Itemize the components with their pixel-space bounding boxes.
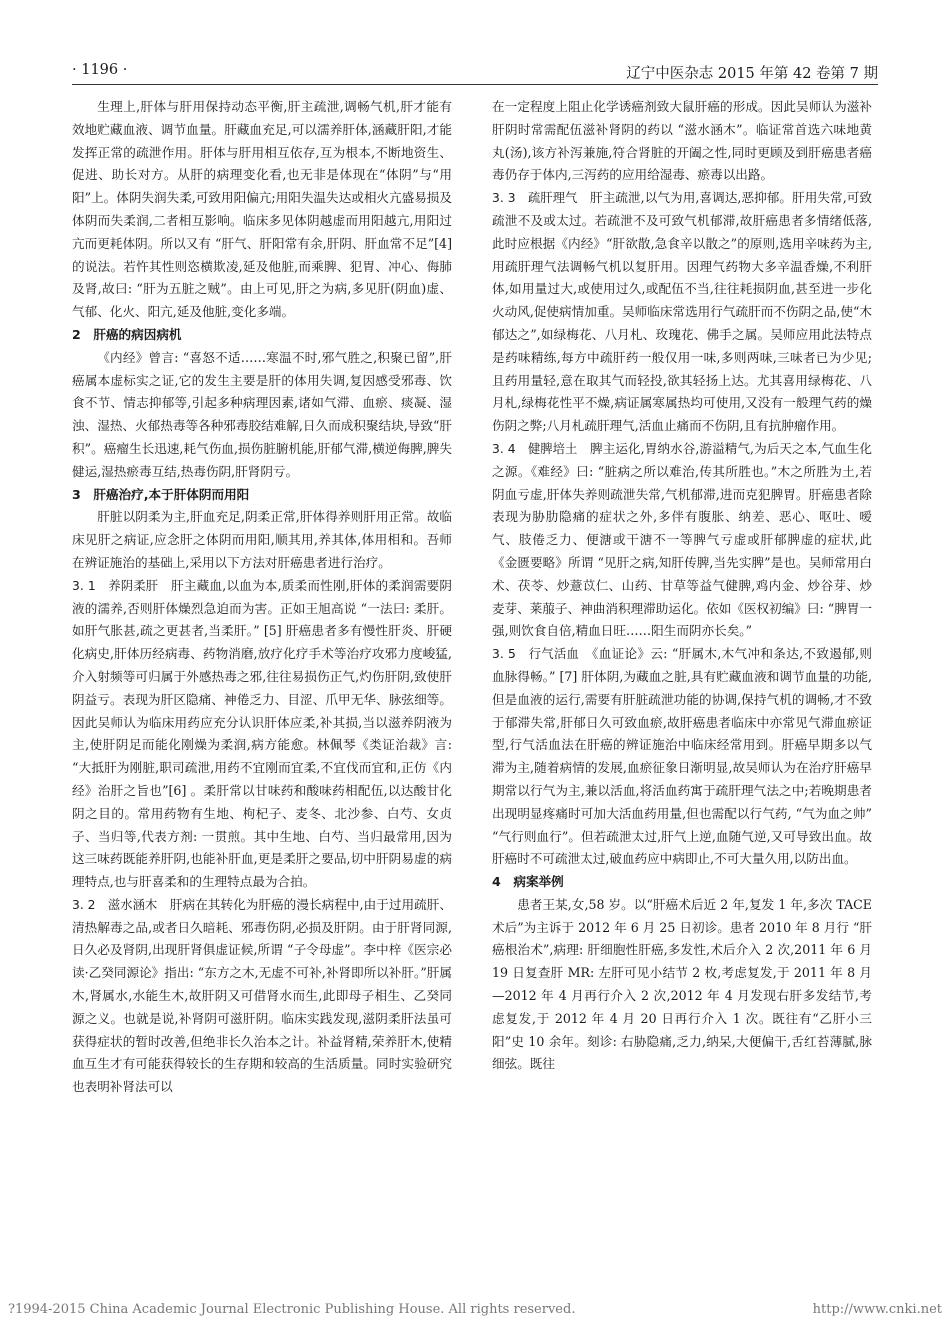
subsection-title: 3. 2 滋水涵木 xyxy=(72,897,158,912)
left-column xyxy=(72,96,452,1276)
subsection-body: 肝病在其转化为肝癌的漫长病程中,由于过用疏肝、清热解毒之品,或者日久暗耗、邪毒伤阴,必损及肝阴。由于肝肾同源,日久必及肾阴,出现肝肾俱虚证候,所谓 “子令母虚”。李中梓《医宗必读·乙癸同源论》指出: “东方之木,无虚不可补,补肾即所以补肝。”肝属木,肾属水,水能生木,故肝阴又可借肾水而生,此即母子相生、乙癸同源之义。也就是说,补肾阴可滋肝阴。临床实践发现,滋阴柔肝法虽可获得症状的暂时改善,但绝非长久治本之计。补益肾精,荣养肝木,使精血互生才有可能获得较长的生存期和较高的生活质量。同时实验研究也表明补肾法可以 xyxy=(72,896,452,1095)
subsection-3-4 xyxy=(492,438,872,643)
subsection-title: 3. 3 疏肝理气 xyxy=(492,191,578,206)
paragraph: 在一定程度上阻止化学诱癌剂致大鼠肝癌的形成。因此吴师认为滋补肝阴时常需配伍滋补肾阴的药以 “滋水涵木”。临证常首选六味地黄丸(汤),该方补泻兼施,符合肾脏的开阖之性,同时更顾及到肝癌患者癌毒仍存于体内,三泻药的应用给湿毒、瘀毒以出路。 xyxy=(492,99,872,183)
paragraph: 肝脏以阴柔为主,肝血充足,阴柔正常,肝体得养则肝用正常。故临床见肝之病证,应念肝之体阴而用阳,顺其用,养其体,体用相和。吾师在辨证施治的基础上,采用以下方法对肝癌患者进行治疗。 xyxy=(72,509,452,570)
copyright-notice: ?1994-2015 China Academic Journal Electronic Publishing House. All rights reserved. xyxy=(8,1302,576,1317)
paragraph: 生理上,肝体与肝用保持动态平衡,肝主疏泄,调畅气机,肝才能有效地贮藏血液、调节血量。肝藏血充足,可以濡养肝体,涵藏肝阳,才能发挥正常的疏泄作用。肝体与肝用相互依存,互为根本,不断地资生、促进、助长对方。从肝的病理变化看,也无非是体现在“体阴”与“用阳”上。体阴失润失柔,可致用阳偏亢;用阳失温失达或相火亢盛易损及体阴而失柔润,二者相互影响。临床多见体阴越虚而用阳越亢,用阳过亢而更耗体阴。所以又有 “肝气、肝阳常有余,肝阴、肝血常不足”[4] 的说法。若忤其性则恣横欺凌,延及他脏,而乘脾、犯胃、冲心、侮肺及肾,故曰: “肝为五脏之贼”。由上可见,肝之为病,多见肝(阴血)虚、气郁、化火、阳亢,延及他脏,变化多端。 xyxy=(72,99,452,320)
footer-url: http://www.cnki.net xyxy=(812,1302,942,1317)
subsection-body: 肝主藏血,以血为本,质柔而性刚,肝体的柔润需要阴液的濡养,否则肝体燥烈急迫而为害。正如王旭高说 “一法曰: 柔肝。如肝气胀甚,疏之更甚者,当柔肝。” [5] 肝癌患者多有慢性肝炎、肝硬化病史,肝体历经病毒、药物消磨,放疗化疗手术等治疗攻邪力度峻猛,介入射频等可归属于外感热毒之邪,往往易损伤正气,灼伤肝阴,致使肝阴益亏。表现为肝区隐痛、神倦乏力、目涩、爪甲无华、脉弦细等。因此吴师认为临床用药应充分认识肝体应柔,补其损,当以滋养阴液为主,使肝阴足而能化刚燥为柔润,病方能愈。林佩琴《类证治裁》言: “大抵肝为刚脏,职司疏泄,用药不宜刚而宜柔,不宜伐而宜和,正仿《内经》治肝之旨也”[6] 。柔肝常以甘味药和酸味药相配伍,以达酸甘化阴之目的。常用药物有生地、枸杞子、麦冬、北沙参、白芍、女贞子、当归等,代表方剂: 一贯煎。其中生地、白芍、当归最常用,因为这三味药既能养肝阴,也能补肝血,更是柔肝之要品,切中肝阴易虚的病理特点,也与肝喜柔和的生理特点最为合拍。 xyxy=(72,577,452,890)
subsection-3-5 xyxy=(492,643,872,871)
subsection-3-3 xyxy=(492,187,872,438)
page-header xyxy=(72,62,878,82)
page-number: · 1196 · xyxy=(72,62,128,78)
subsection-3-1 xyxy=(72,575,452,894)
subsection-3-2 xyxy=(72,894,452,1099)
paragraph: 《内经》曾言: “喜怒不适……寒温不时,邪气胜之,积聚已留”,肝癌属本虚标实之证,它的发生主要是肝的体用失调,复因感受邪毒、饮食不节、情志抑郁等,引起多种病理因素,诸如气滞、血瘀、痰凝、湿浊、湿热、火郁热毒等各种邪毒胶结难解,日久而成积聚结块,导致“肝积”。癌瘤生长迅速,耗气伤血,损伤脏腑机能,肝郁气滞,横逆侮脾,脾失健运,湿热瘀毒互结,热毒伤阴,肝肾阴亏。 xyxy=(72,349,452,479)
subsection-body: 脾主运化,胃纳水谷,游溢精气,为后天之本,气血生化之源。《难经》曰: “脏病之所以难治,传其所胜也。”木之所胜为土,若阴血亏虚,肝体失养则疏泄失常,气机郁滞,进而克犯脾胃。肝癌患者除表现为胁肋隐痛的症状之外,多伴有腹胀、纳差、恶心、呕吐、嗳气、肢倦乏力、便溏或干溏不一等脾气亏虚或肝郁脾虚的症状,此《金匮要略》所谓 “见肝之病,知肝传脾,当先实脾”是也。吴师常用白术、茯苓、炒薏苡仁、山药、甘草等益气健脾,鸡内金、炒谷芽、炒麦芽、莱菔子、神曲消积理滞助运化。依如《医权初编》曰: “脾胃一强,则饮食自倍,精血日旺……阳生而阴亦长矣。” xyxy=(492,440,872,639)
subsection-title: 3. 4 健脾培土 xyxy=(492,441,578,456)
subsection-body: 《血证论》云: “肝属木,木气冲和条达,不致遏郁,则血脉得畅。” [7] 肝体阴,为藏血之脏,具有贮藏血液和调节血量的功能,但是血液的运行,需要有肝脏疏泄功能的协调,保持气机的调畅,才不致于郁滞失常,肝郁日久可致血瘀,故肝癌患者临床中亦常见气滞血瘀证型,行气活血法在肝癌的辨证施治中临床经常用到。肝癌早期多以气滞为主,随着病情的发展,血瘀征象日渐明显,故吴师认为在治疗肝癌早期常以行气为主,兼以活血,将活血药寓于疏肝理气法之中;若晚期患者出现明显疼痛时可加大活血药用量,但也需配以行气药, “气为血之帅” “气行则血行”。但若疏泄太过,肝气上逆,血随气逆,又可导致出血。故肝癌时不可疏泄太过,破血药应中病即止,不可大量久用,以防出血。 xyxy=(492,646,872,867)
section-heading-3: 3 肝癌治疗,本于肝体阴而用阳 xyxy=(72,486,250,502)
section-heading-4: 4 病案举例 xyxy=(492,874,564,890)
subsection-title: 3. 1 养阴柔肝 xyxy=(72,578,159,593)
page-footer xyxy=(8,1302,942,1320)
subsection-body: 肝主疏泄,以气为用,喜调达,恶抑郁。肝用失常,可致疏泄不及或太过。若疏泄不及可致气机郁滞,故肝癌患者多情绪低落,此时应根据《内经》“肝欲散,急食辛以散之”的原则,选用辛味药为主,用疏肝理气法调畅气机以复肝用。因理气药物大多辛温香燥,不利肝体,如用量过大,或使用过久,或配伍不当,往往耗损阴血,甚至进一步化火动风,促使病情加重。吴师临床常选用行气疏肝而不伤阴之品,使“木郁达之”,如绿梅花、八月札、玫瑰花、佛手之属。吴师应用此法特点是药味精练,每方中疏肝药一般仅用一味,多则两味,三味者已为少见;且药用量轻,意在取其气而轻投,欲其轻扬上达。尤其喜用绿梅花、八月札,绿梅花性平不燥,病证属寒属热均可使用,又没有一般理气药的燥伤阴之弊;八月札疏肝理气,活血止痛而不伤阴,且有抗肿瘤作用。 xyxy=(492,190,872,434)
header-rule xyxy=(72,84,878,85)
subsection-title: 3. 5 行气活血 xyxy=(492,647,580,662)
case-paragraph: 患者王某,女,58 岁。以“肝癌术后近 2 年,复发 1 年,多次 TACE 术后”为主诉于 2012 年 6 月 25 日初诊。患者 2010 年 8 月行 “肝癌根治术”,病理: 肝细胞性肝癌,多发性,术后介入 2 次,2011 年 6 月 19 日复查肝 MR: 左肝可见小结节 2 枚,考虑复发,于 2011 年 8 月—2012 年 4 月再行介入 2 次,2012 年 4 月发现右肝多发结节,考虑复发,于 2012 年 4 月 20 日再行介入 1 次。既往有“乙肝小三阳”史 10 余年。刻诊: 右胁隐痛,乏力,纳呆,大便偏干,舌红苔薄腻,脉细弦。既往 xyxy=(492,896,872,1072)
right-column xyxy=(492,96,872,1276)
journal-title: 辽宁中医杂志 2015 年第 42 卷第 7 期 xyxy=(626,66,878,82)
section-heading-2: 2 肝癌的病因病机 xyxy=(72,326,182,342)
